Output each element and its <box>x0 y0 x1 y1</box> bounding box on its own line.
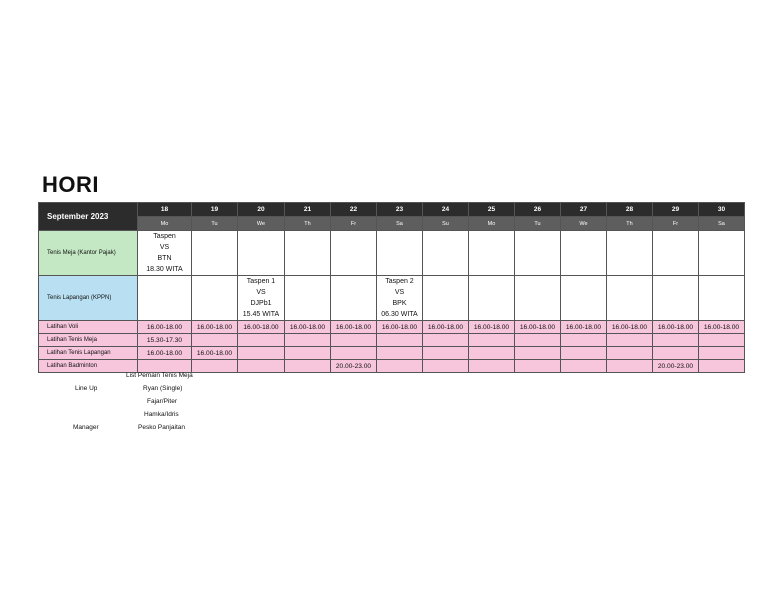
time-cell: 16.00-18.00 <box>607 321 653 334</box>
time-cell: 16.00-18.00 <box>561 321 607 334</box>
time-cell: 15.30-17.30 <box>138 334 192 347</box>
day-number: 28 <box>607 203 653 217</box>
empty-cell <box>469 347 515 360</box>
day-number: 19 <box>192 203 238 217</box>
empty-cell <box>469 360 515 373</box>
empty-cell <box>515 231 561 276</box>
event-line: Taspen 2 <box>385 278 414 285</box>
empty-cell <box>192 276 238 321</box>
time-cell: 20.00-23.00 <box>331 360 377 373</box>
day-name: Th <box>285 217 331 231</box>
day-number: 26 <box>515 203 561 217</box>
time-cell: 16.00-18.00 <box>699 321 745 334</box>
day-name: Th <box>607 217 653 231</box>
schedule-row <box>39 276 745 321</box>
time-cell: 16.00-18.00 <box>138 347 192 360</box>
empty-cell <box>138 360 192 373</box>
day-number: 29 <box>653 203 699 217</box>
empty-cell <box>515 276 561 321</box>
empty-cell <box>515 334 561 347</box>
time-cell: 20.00-23.00 <box>653 360 699 373</box>
empty-cell <box>238 360 285 373</box>
empty-cell <box>377 231 423 276</box>
event-cell <box>138 231 192 276</box>
time-cell: 16.00-18.00 <box>469 321 515 334</box>
empty-cell <box>561 360 607 373</box>
time-cell: 16.00-18.00 <box>515 321 561 334</box>
event-line: 18.30 WITA <box>146 266 183 273</box>
day-name: Tu <box>515 217 561 231</box>
empty-cell <box>331 276 377 321</box>
empty-cell <box>699 276 745 321</box>
empty-cell <box>699 231 745 276</box>
empty-cell <box>285 276 331 321</box>
manager-label: Manager <box>73 424 99 431</box>
event-cell <box>238 276 285 321</box>
time-cell: 16.00-18.00 <box>285 321 331 334</box>
event-line: Taspen <box>153 233 176 240</box>
player-1: Ryan (Single) <box>143 385 183 392</box>
row-label: Latihan Tenis Meja <box>39 334 138 347</box>
empty-cell <box>377 347 423 360</box>
event-line: 15.45 WITA <box>242 311 280 318</box>
schedule-table <box>38 202 745 373</box>
event-line: VS <box>256 289 266 296</box>
empty-cell <box>423 231 469 276</box>
empty-cell <box>653 334 699 347</box>
empty-cell <box>469 276 515 321</box>
lineup-label: Line Up <box>75 385 98 392</box>
event-line: BPK <box>392 300 407 307</box>
time-cell: 16.00-18.00 <box>238 321 285 334</box>
time-cell: 16.00-18.00 <box>192 347 238 360</box>
day-name: Fr <box>331 217 377 231</box>
empty-cell <box>192 360 238 373</box>
event-line: VS <box>394 289 405 296</box>
event-line: VS <box>159 244 170 251</box>
empty-cell <box>285 334 331 347</box>
day-number: 18 <box>138 203 192 217</box>
empty-cell <box>285 347 331 360</box>
empty-cell <box>285 360 331 373</box>
schedule-row <box>39 231 745 276</box>
empty-cell <box>192 334 238 347</box>
day-name: Sa <box>377 217 423 231</box>
player-2: Fajar/Piter <box>147 398 177 405</box>
empty-cell <box>653 231 699 276</box>
row-label: Latihan Badminton <box>39 360 138 373</box>
schedule-row <box>39 321 745 334</box>
row-label: Tenis Lapangan (KPPN) <box>39 276 138 321</box>
empty-cell <box>377 360 423 373</box>
empty-cell <box>607 231 653 276</box>
time-cell: 16.00-18.00 <box>192 321 238 334</box>
empty-cell <box>699 360 745 373</box>
empty-cell <box>423 276 469 321</box>
empty-cell <box>469 334 515 347</box>
day-number: 30 <box>699 203 745 217</box>
day-number: 21 <box>285 203 331 217</box>
day-name: We <box>561 217 607 231</box>
day-name: Tu <box>192 217 238 231</box>
empty-cell <box>423 347 469 360</box>
event-line: Taspen 1 <box>246 278 276 285</box>
event-line: 06.30 WITA <box>381 311 418 318</box>
schedule-row <box>39 360 745 373</box>
schedule-row <box>39 334 745 347</box>
empty-cell <box>331 231 377 276</box>
empty-cell <box>285 231 331 276</box>
day-number: 25 <box>469 203 515 217</box>
page-title: HORI <box>42 172 99 197</box>
empty-cell <box>238 334 285 347</box>
day-name: Mo <box>469 217 515 231</box>
day-name: Mo <box>138 217 192 231</box>
empty-cell <box>561 276 607 321</box>
empty-cell <box>469 231 515 276</box>
time-cell: 16.00-18.00 <box>331 321 377 334</box>
day-number: 23 <box>377 203 423 217</box>
time-cell: 16.00-18.00 <box>377 321 423 334</box>
empty-cell <box>699 334 745 347</box>
empty-cell <box>331 347 377 360</box>
row-label: Latihan Voli <box>39 321 138 334</box>
day-number: 27 <box>561 203 607 217</box>
row-label: Latihan Tenis Lapangan <box>39 347 138 360</box>
empty-cell <box>423 360 469 373</box>
month-label: September 2023 <box>39 203 138 231</box>
empty-cell <box>699 347 745 360</box>
empty-cell <box>515 347 561 360</box>
manager-name: Pesko Panjaitan <box>138 424 185 431</box>
empty-cell <box>607 347 653 360</box>
empty-cell <box>561 347 607 360</box>
empty-cell <box>331 334 377 347</box>
time-cell: 16.00-18.00 <box>138 321 192 334</box>
empty-cell <box>138 276 192 321</box>
row-label: Tenis Meja (Kantor Pajak) <box>39 231 138 276</box>
day-number: 20 <box>238 203 285 217</box>
day-number: 22 <box>331 203 377 217</box>
empty-cell <box>238 231 285 276</box>
empty-cell <box>607 360 653 373</box>
day-name: Fr <box>653 217 699 231</box>
time-cell: 16.00-18.00 <box>653 321 699 334</box>
player-3: Hamka/Idris <box>144 411 179 418</box>
empty-cell <box>561 231 607 276</box>
event-cell <box>377 276 423 321</box>
empty-cell <box>653 347 699 360</box>
empty-cell <box>238 347 285 360</box>
lineup-heading: List Pemain Tenis Meja <box>126 372 193 379</box>
empty-cell <box>607 276 653 321</box>
empty-cell <box>192 231 238 276</box>
day-name: Sa <box>699 217 745 231</box>
empty-cell <box>515 360 561 373</box>
day-name: Su <box>423 217 469 231</box>
empty-cell <box>653 276 699 321</box>
schedule-row <box>39 347 745 360</box>
empty-cell <box>561 334 607 347</box>
event-line: BTN <box>157 255 172 262</box>
time-cell: 16.00-18.00 <box>423 321 469 334</box>
empty-cell <box>377 334 423 347</box>
empty-cell <box>423 334 469 347</box>
empty-cell <box>607 334 653 347</box>
day-number: 24 <box>423 203 469 217</box>
event-line: DJPb1 <box>250 300 272 307</box>
day-name: We <box>238 217 285 231</box>
